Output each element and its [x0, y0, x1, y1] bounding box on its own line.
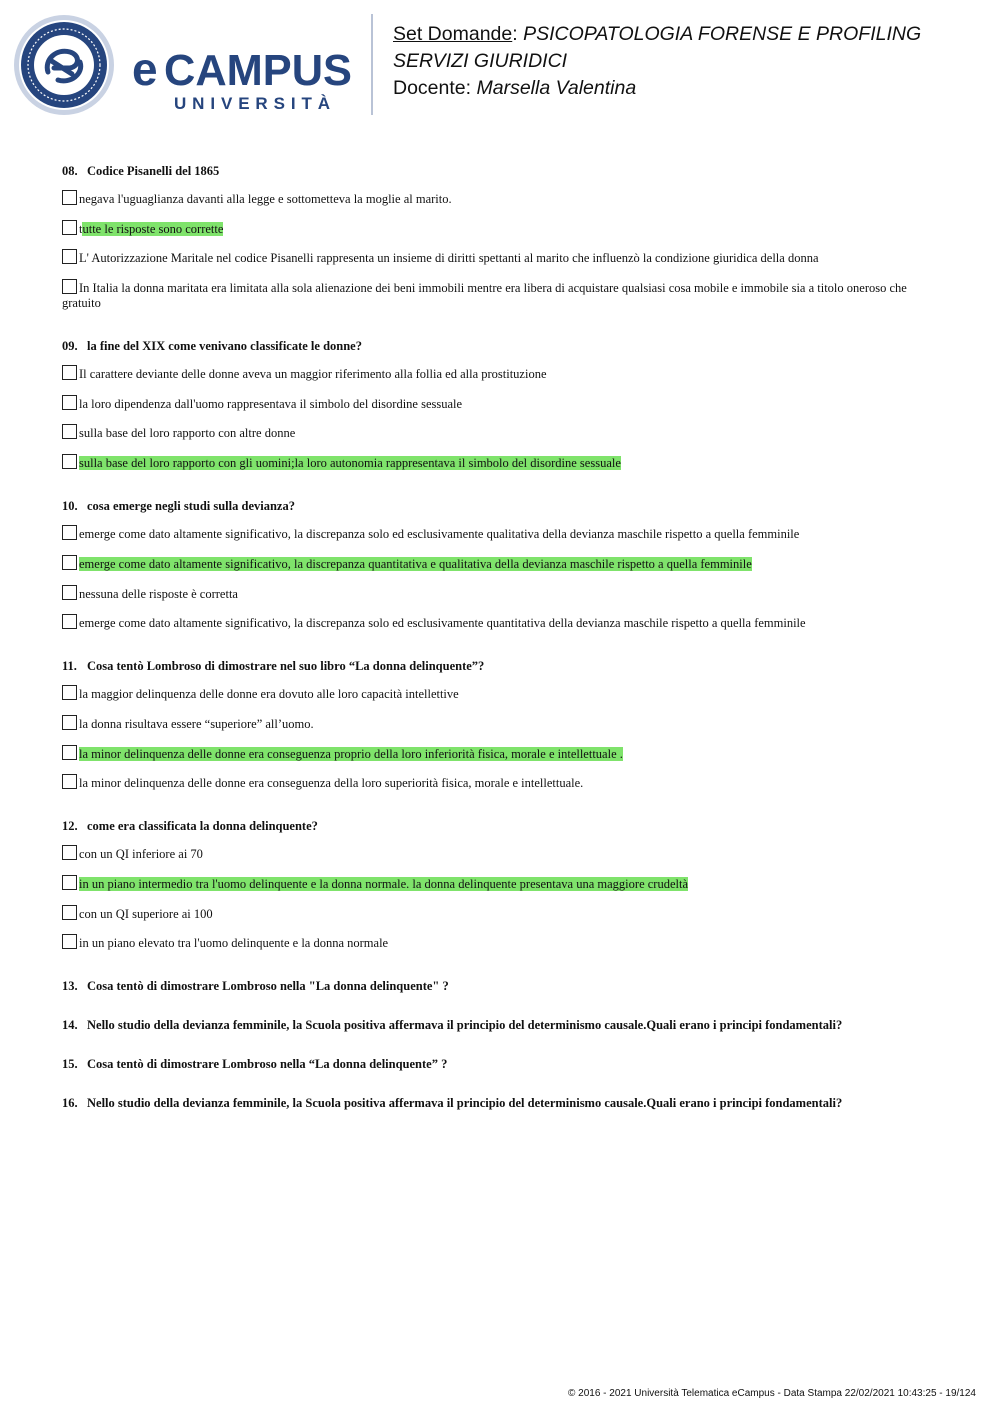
page-footer: © 2016 - 2021 Università Telematica eCampus - Data Stampa 22/02/2021 10:43:25 - 19/124 [568, 1388, 976, 1399]
question-11 [62, 658, 922, 791]
question-title [62, 1095, 922, 1111]
answer-text: sulla base del loro rapporto con altre donne [79, 426, 296, 441]
answer-text: la minor delinquenza delle donne era conseguenza della loro superiorità fisica, morale e intellettuale. [79, 776, 584, 791]
answer-text: con un QI inferiore ai 70 [79, 847, 203, 862]
answer-checkbox[interactable] [62, 875, 77, 890]
answer-text-highlighted: sulla base del loro rapporto con gli uomini;la loro autonomia rappresentava il simbolo del disordine sessuale [79, 456, 621, 471]
answer-checkbox[interactable] [62, 395, 77, 410]
question-12 [62, 818, 922, 951]
teacher-name: Marsella Valentina [476, 77, 637, 99]
ecampus-logo [14, 14, 359, 124]
answer-text-highlighted: in un piano intermedio tra l'uomo delinquente e la donna normale. la donna delinquente presentava una maggiore crudeltà [79, 876, 688, 891]
question-08 [62, 163, 922, 311]
answer-checkbox[interactable] [62, 845, 77, 860]
question-text: Codice Pisanelli del 1865 [87, 164, 220, 178]
answer-text-highlighted: utte le risposte sono corrette [82, 221, 224, 236]
answer-checkbox[interactable] [62, 934, 77, 949]
answer-option-correct [62, 454, 922, 471]
question-13 [62, 978, 922, 994]
answer-text: negava l'uguaglianza davanti alla legge e sottometteva la moglie al marito. [79, 192, 452, 206]
answer-option [62, 395, 922, 412]
answer-checkbox[interactable] [62, 685, 77, 700]
answer-text: la maggior delinquenza delle donne era dovuto alle loro capacità intellettive [79, 687, 459, 702]
set-title-line [393, 21, 983, 48]
set-label: Set Domande [393, 23, 513, 45]
question-title [62, 498, 922, 514]
answer-checkbox[interactable] [62, 715, 77, 730]
question-text: Cosa tentò di dimostrare Lombroso nella "La donna delinquente" ? [87, 979, 449, 994]
document-header [393, 21, 983, 102]
answer-checkbox[interactable] [62, 249, 77, 264]
question-text: Cosa tentò Lombroso di dimostrare nel suo libro “La donna delinquente”? [87, 659, 485, 674]
answer-option [62, 190, 922, 207]
answer-option-correct [62, 875, 922, 892]
question-text: cosa emerge negli studi sulla devianza? [87, 499, 295, 514]
answer-checkbox[interactable] [62, 190, 77, 205]
answer-option [62, 365, 922, 382]
teacher-line [393, 75, 983, 102]
set-title-2: SERVIZI GIURIDICI [393, 50, 568, 72]
question-14 [62, 1017, 922, 1033]
answer-text: nessuna delle risposte è corretta [79, 586, 238, 601]
answer-checkbox[interactable] [62, 424, 77, 439]
question-number: 14. [62, 1018, 78, 1033]
answer-option [62, 934, 922, 951]
answer-checkbox[interactable] [62, 905, 77, 920]
question-title [62, 1017, 922, 1033]
question-text: Cosa tentò di dimostrare Lombroso nella “La donna delinquente” ? [87, 1057, 448, 1072]
answer-option-correct [62, 555, 922, 572]
question-title [62, 658, 922, 674]
answer-text: la loro dipendenza dall'uomo rappresentava il simbolo del disordine sessuale [79, 396, 463, 411]
answer-option [62, 614, 922, 631]
answer-text: Il carattere deviante delle donne aveva un maggior riferimento alla follia ed alla prostituzione [79, 367, 547, 382]
brand-subtitle: UNIVERSITÀ [174, 94, 334, 113]
answer-option-correct [62, 220, 922, 237]
brand-prefix: e [132, 43, 158, 95]
answer-checkbox[interactable] [62, 279, 77, 294]
answer-checkbox[interactable] [62, 555, 77, 570]
answer-option-correct [62, 745, 922, 762]
answer-checkbox[interactable] [62, 365, 77, 380]
question-text: come era classificata la donna delinquente? [87, 819, 318, 834]
answer-option [62, 774, 922, 791]
question-16 [62, 1095, 922, 1111]
question-number: 10. [62, 499, 78, 514]
question-number: 15. [62, 1057, 78, 1072]
answer-option [62, 525, 922, 542]
teacher-label: Docente: [393, 77, 472, 99]
question-list [62, 163, 922, 1134]
set-separator: : [512, 23, 518, 45]
header-divider [371, 14, 373, 115]
question-title [62, 338, 922, 354]
question-number: 11. [62, 659, 77, 674]
brand-name: CAMPUS [164, 46, 352, 95]
question-number: 09. [62, 339, 78, 354]
question-number: 13. [62, 979, 78, 994]
answer-text-highlighted: la minor delinquenza delle donne era conseguenza proprio della loro inferiorità fisica, morale e intellettuale . [79, 746, 623, 761]
answer-checkbox[interactable] [62, 454, 77, 469]
ecampus-seal-icon [14, 15, 114, 115]
answer-text: L' Autorizzazione Maritale nel codice Pisanelli rappresenta un insieme di diritti spettanti al marito che influenzò la condizione giuridica della donna [79, 251, 819, 266]
answer-option [62, 279, 922, 311]
answer-text-highlighted: emerge come dato altamente significativo, la discrepanza quantitativa e qualitativa della devianza maschile rispetto a quella femminile [79, 556, 752, 571]
question-text: Nello studio della devianza femminile, la Scuola positiva affermava il principio del determinismo causale.Quali erano i principi fondamentali? [87, 1096, 843, 1111]
answer-text: emerge come dato altamente significativo, la discrepanza solo ed esclusivamente quantitativa della devianza maschile rispetto a quella femminile [79, 616, 806, 631]
answer-text: con un QI superiore ai 100 [79, 906, 213, 921]
question-number: 12. [62, 819, 78, 834]
answer-text: la donna risultava essere “superiore” all’uomo. [79, 716, 314, 731]
question-15 [62, 1056, 922, 1072]
answer-checkbox[interactable] [62, 585, 77, 600]
answer-option [62, 905, 922, 922]
answer-checkbox[interactable] [62, 525, 77, 540]
answer-option [62, 585, 922, 602]
answer-checkbox[interactable] [62, 614, 77, 629]
question-number: 16. [62, 1096, 78, 1111]
question-text: la fine del XIX come venivano classificate le donne? [87, 339, 362, 354]
question-10 [62, 498, 922, 631]
question-title [62, 978, 922, 994]
answer-option [62, 715, 922, 732]
question-number: 08. [62, 164, 78, 178]
answer-text: in un piano elevato tra l'uomo delinquente e la donna normale [79, 936, 389, 951]
question-title [62, 818, 922, 834]
question-title [62, 163, 922, 179]
answer-option [62, 685, 922, 702]
answer-checkbox[interactable] [62, 774, 77, 789]
set-title-1: PSICOPATOLOGIA FORENSE E PROFILING [523, 23, 922, 45]
question-title [62, 1056, 922, 1072]
answer-option [62, 249, 922, 266]
answer-text: emerge come dato altamente significativo, la discrepanza solo ed esclusivamente qualitativa della devianza maschile rispetto a quella femminile [79, 527, 800, 542]
answer-text: In Italia la donna maritata era limitata alla sola alienazione dei beni immobili mentre era libera di acquistare qualsiasi cosa mobile e immobile sia a titolo oneroso che gratuito [62, 281, 907, 311]
question-09 [62, 338, 922, 471]
answer-option [62, 424, 922, 441]
question-text: Nello studio della devianza femminile, la Scuola positiva affermava il principio del determinismo causale.Quali erano i principi fondamentali? [87, 1018, 843, 1033]
answer-checkbox[interactable] [62, 220, 77, 235]
answer-option [62, 845, 922, 862]
answer-checkbox[interactable] [62, 745, 77, 760]
answer-text-plain: t [79, 221, 83, 236]
